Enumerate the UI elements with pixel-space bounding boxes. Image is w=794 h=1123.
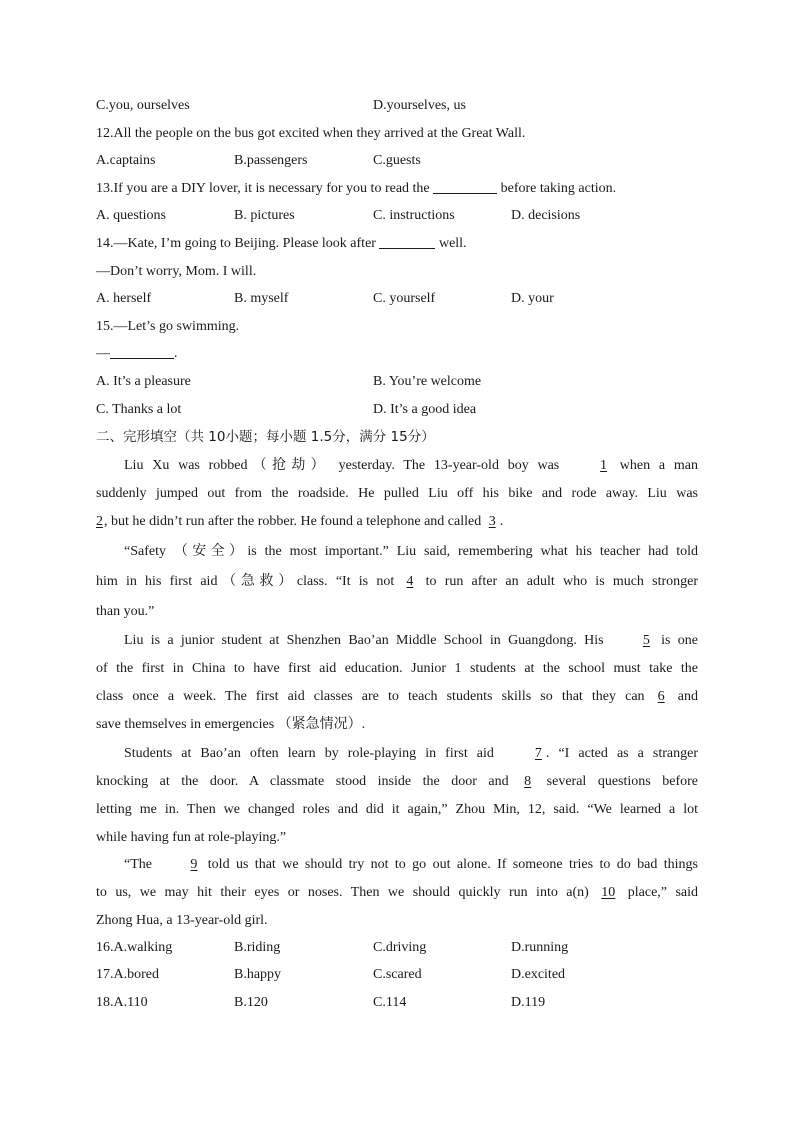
blank-number: 6: [657, 689, 665, 704]
q12-options: [96, 151, 698, 171]
passage-line: suddenly jumped out from the roadside. He pulled Liu off his bike and rode away. Liu was: [96, 486, 698, 501]
passage-paragraph-5: [96, 855, 698, 939]
q16-options: [96, 938, 698, 958]
q16-option-a: 16.A.walking: [96, 940, 173, 955]
passage-line: him in his first aid（急救）class. “It is not 4 to run after an adult who is much stronger: [96, 572, 698, 592]
passage-line: to us, we may hit their eyes or noses. Then we should quickly run into a(n) 10 place,” said: [96, 883, 698, 903]
q15-option-d: D. It’s a good idea: [373, 402, 477, 417]
q14-question: 14.—Kate, I’m going to Beijing. Please look after well.: [96, 236, 467, 251]
q15-options-row2: [96, 400, 698, 420]
q12-option-c: C.guests: [373, 153, 421, 168]
q18-option-c: C.114: [373, 995, 407, 1010]
q13-option-b: B. pictures: [234, 208, 295, 223]
passage-line: Zhong Hua, a 13-year-old girl.: [96, 913, 268, 928]
passage-line: Liu Xu was robbed（抢劫） yesterday. The 13-year-old boy was 1 when a man: [96, 456, 698, 476]
q15-option-b: B. You’re welcome: [373, 374, 482, 389]
q13-option-c: C. instructions: [373, 208, 455, 223]
passage-line: while having fun at role-playing.”: [96, 830, 287, 845]
blank-number: 7: [534, 746, 542, 761]
q12-question: 12.All the people on the bus got excited when they arrived at the Great Wall.: [96, 126, 526, 141]
passage-line: 2, but he didn’t run after the robber. He found a telephone and called 3 .: [96, 512, 698, 532]
q13-options: [96, 206, 698, 226]
q17-option-d: D.excited: [511, 967, 566, 982]
q15-question: 15.—Let’s go swimming.: [96, 319, 240, 334]
q15-option-c: C. Thanks a lot: [96, 402, 182, 417]
passage-paragraph-1: [96, 456, 698, 540]
q12-option-b: B.passengers: [234, 153, 308, 168]
passage-line: save themselves in emergencies （紧急情况）.: [96, 717, 366, 732]
q14-option-d: D. your: [511, 291, 554, 306]
answer-blank: [110, 344, 174, 359]
q11-option-d: D.yourselves, us: [373, 98, 466, 113]
passage-line: letting me in. Then we changed roles and did it again,” Zhou Min, 12, said. “We learned a lot: [96, 802, 698, 817]
blank-number: 5: [642, 633, 650, 648]
passage-paragraph-2: [96, 542, 698, 630]
q14-reply: —Don’t worry, Mom. I will.: [96, 264, 257, 279]
answer-blank: [379, 234, 435, 249]
q17-option-a: 17.A.bored: [96, 967, 159, 982]
q18-options: [96, 993, 698, 1013]
q15-option-a: A. It’s a pleasure: [96, 374, 191, 389]
blank-number: 4: [406, 574, 414, 589]
q17-option-b: B.happy: [234, 967, 282, 982]
blank-number: 1: [600, 458, 608, 473]
q18-option-d: D.119: [511, 995, 546, 1010]
passage-line: Liu is a junior student at Shenzhen Bao’an Middle School in Guangdong. His 5 is one: [96, 631, 698, 651]
q16-option-c: C.driving: [373, 940, 427, 955]
q15-reply: — .: [96, 346, 178, 361]
q14-option-a: A. herself: [96, 291, 152, 306]
blank-number: 9: [190, 857, 198, 872]
passage-line: of the first in China to have first aid education. Junior 1 students at the school must take the: [96, 661, 698, 676]
q12-option-a: A.captains: [96, 153, 156, 168]
section-heading: 二、完形填空（共 10小题；每小题 1.5分，满分 15分）: [96, 429, 435, 445]
passage-paragraph-3: [96, 631, 698, 743]
q13-option-d: D. decisions: [511, 208, 581, 223]
q15-options-row1: [96, 372, 698, 392]
q13-option-a: A. questions: [96, 208, 166, 223]
passage-line: “Safety （安全）is the most important.” Liu said, remembering what his teacher had told: [124, 544, 698, 559]
q14-option-b: B. myself: [234, 291, 289, 306]
blank-number: 3: [488, 514, 496, 529]
q13-question: 13.If you are a DIY lover, it is necessary for you to read the before taking action.: [96, 181, 617, 196]
passage-line: knocking at the door. A classmate stood inside the door and 8 several questions before: [96, 772, 698, 792]
passage-line: than you.”: [96, 604, 155, 619]
blank-number: 8: [524, 774, 532, 789]
q11-option-c: C.you, ourselves: [96, 98, 190, 113]
passage-line: class once a week. The first aid classes are to teach students skills so that they can 6 and: [96, 687, 698, 707]
answer-blank: [433, 179, 497, 194]
q16-option-b: B.riding: [234, 940, 281, 955]
blank-number: 10: [601, 885, 616, 900]
blank-number: 2: [96, 514, 103, 529]
passage-line: “The 9 told us that we should try not to go out alone. If someone tries to do bad things: [96, 855, 698, 875]
passage-line: Students at Bao’an often learn by role-playing in first aid 7 . “I acted as a stranger: [96, 744, 698, 764]
q18-option-a: 18.A.110: [96, 995, 148, 1010]
q14-option-c: C. yourself: [373, 291, 436, 306]
q17-option-c: C.scared: [373, 967, 422, 982]
q17-options: [96, 965, 698, 985]
q16-option-d: D.running: [511, 940, 569, 955]
q11-options: [96, 96, 698, 116]
passage-paragraph-4: [96, 744, 698, 856]
q14-options: [96, 289, 698, 309]
q18-option-b: B.120: [234, 995, 268, 1010]
